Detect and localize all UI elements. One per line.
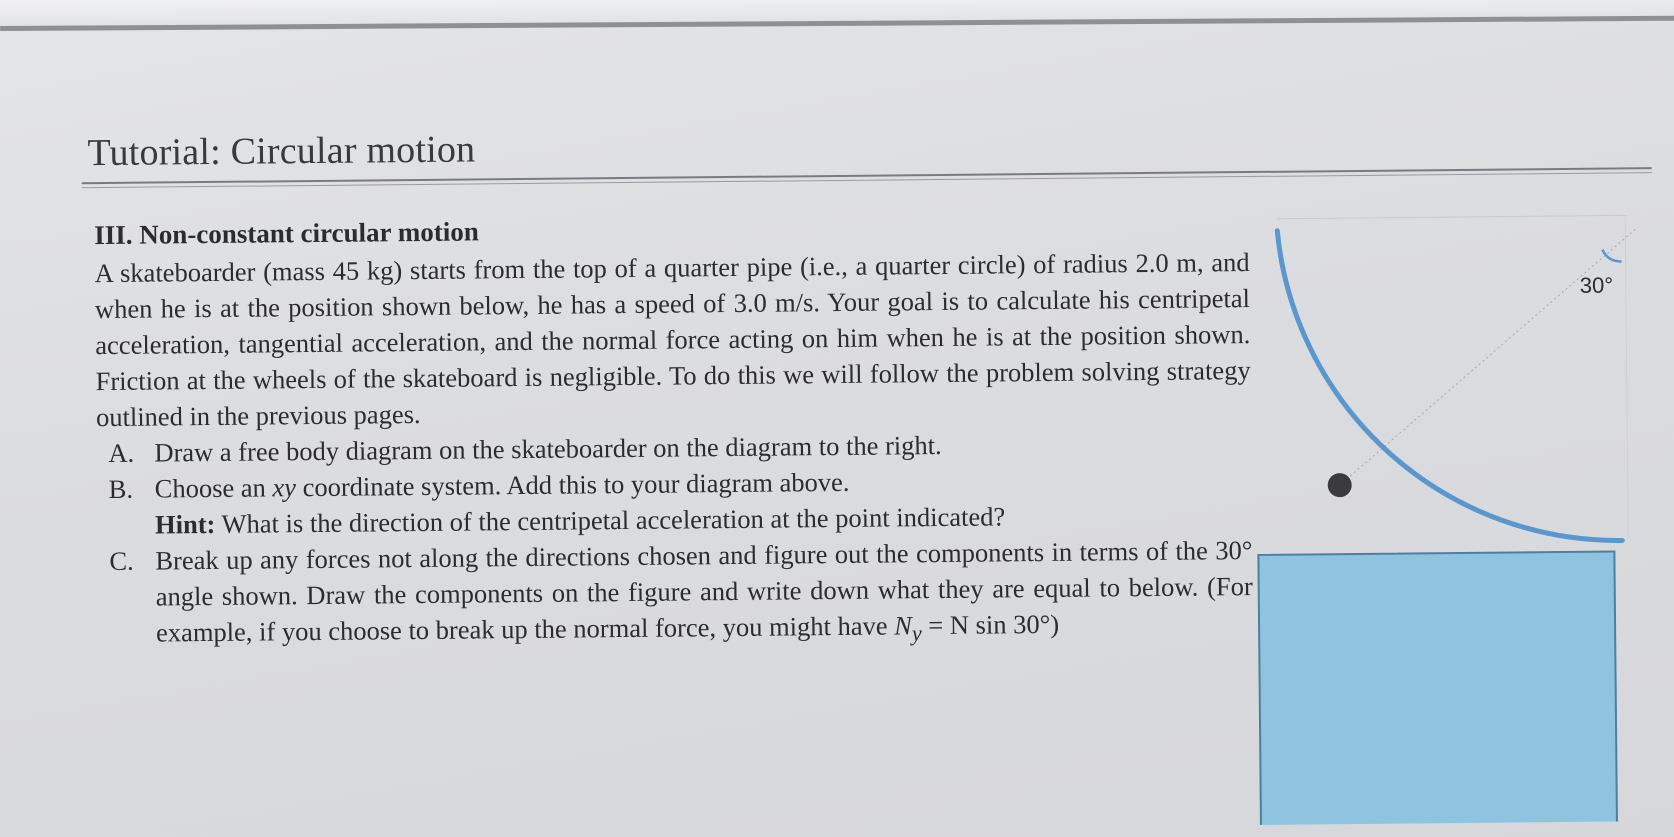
quarter-pipe-diagram <box>1247 209 1653 825</box>
hint-label: Hint: <box>154 508 216 540</box>
item-letter: C. <box>109 545 134 576</box>
angle-label: 30° <box>1579 272 1614 298</box>
list-item <box>97 460 1253 543</box>
instruction-list <box>96 424 1253 659</box>
list-item <box>97 532 1253 659</box>
item-letter: B. <box>108 473 134 504</box>
item-letter: A. <box>108 437 135 468</box>
problem-statement: A skateboarder (mass 45 kg) starts from the top of a quarter pipe (i.e., a quarter circle) of radius 2.0 m, and when he is at the position shown below, he has a speed of 3.0 m/s. Your goal is to calculate his centripetal acceleration, tangential acceleration, and the normal force acting on him when he is at the position shown. Friction at the wheels of the skateboard is negligible. To do this we will follow the problem solving strategy outlined in the previous pages. <box>94 247 1251 433</box>
item-text <box>155 460 1253 543</box>
item-text: Draw a free body diagram on the skateboarder on the diagram to the right. <box>154 429 942 468</box>
math-xy: xy <box>272 472 297 503</box>
answer-box <box>1258 552 1617 825</box>
math-rhs: = N sin 30°) <box>921 608 1060 641</box>
math-subscript: y <box>911 620 922 646</box>
hint-text: What is the direction of the centripetal acceleration at the point indicated? <box>215 501 1006 539</box>
section-heading: III. Non-constant circular motion <box>94 216 479 251</box>
section-content <box>94 206 1253 659</box>
item-text-part: Break up any forces not along the directions chosen and figure out the components in terms of the 30° angle shown. Draw the components on the figure and write down what they are equal to below. (For example, if you choose to break up the normal force, you might have <box>155 535 1253 648</box>
skater-dot <box>1328 473 1352 497</box>
angle-arc <box>1602 249 1621 261</box>
frame-right-line <box>1625 215 1628 539</box>
quarter-pipe-arc <box>1277 227 1622 543</box>
item-text-part: Choose an <box>154 472 273 504</box>
page-title: Tutorial: Circular motion <box>87 128 476 175</box>
math-n: N <box>893 610 912 641</box>
item-text-part: coordinate system. Add this to your diagram above. <box>295 466 850 503</box>
item-text <box>155 532 1253 659</box>
frame-top-line <box>1277 215 1627 218</box>
